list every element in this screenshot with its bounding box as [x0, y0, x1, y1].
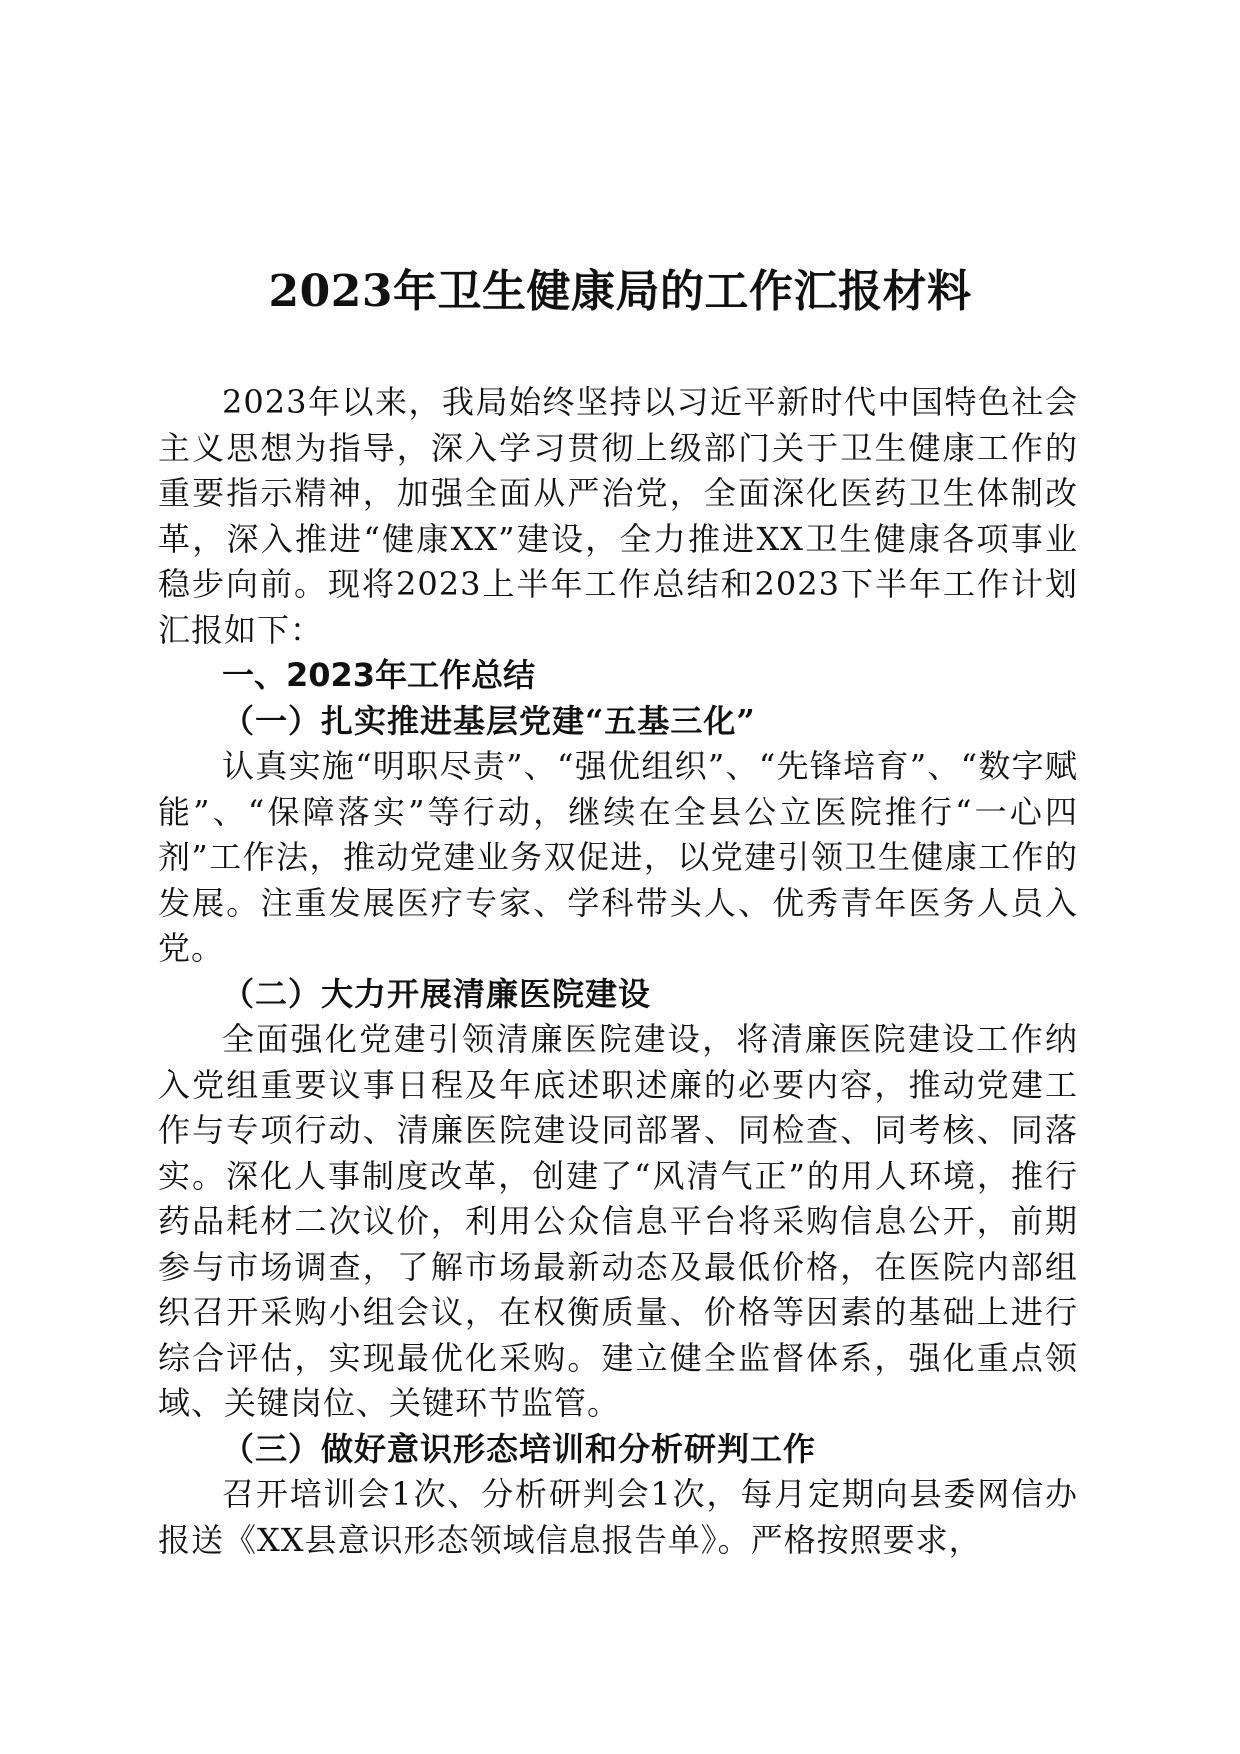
document-body: [158, 380, 1078, 1563]
document-title: 2023年卫生健康局的工作汇报材料: [268, 266, 972, 317]
clean-hospital-paragraph: 全面强化党建引领清廉医院建设，将清廉医院建设工作纳入党组重要议事日程及年底述职述廉的必要内容，推动党建工作与专项行动、清廉医院建设同部署、同检查、同考核、同落实。深化人事制度改革，创建了“风清气正”的用人环境，推行药品耗材二次议价，利用公众信息平台将采购信息公开，前期参与市场调查，了解市场最新动态及最低价格，在医院内部组织召开采购小组会议，在权衡质量、价格等因素的基础上进行综合评估，实现最优化采购。建立健全监督体系，强化重点领域、关键岗位、关键环节监管。: [158, 1020, 1078, 1422]
party-building-paragraph: 认真实施“明职尽责”、“强优组织”、“先锋培育”、“数字赋能”、“保障落实”等行动，继续在全县公立医院推行“一心四剂”工作法，推动党建业务双促进，以党建引领卫生健康工作的发展。注重发展医疗专家、学科带头人、优秀青年医务人员入党。: [158, 747, 1078, 967]
section-heading-summary: 一、2023年工作总结: [222, 656, 536, 694]
subsection-heading-clean-hospital: （二）大力开展清廉医院建设: [222, 974, 652, 1013]
subsection-heading-ideology: （三）做好意识形态培训和分析研判工作: [222, 1429, 817, 1468]
subsection-heading-party-building: （一）扎实推进基层党建“五基三化”: [222, 701, 756, 740]
intro-paragraph: 2023年以来，我局始终坚持以习近平新时代中国特色社会主义思想为指导，深入学习贯彻上级部门关于卫生健康工作的重要指示精神，加强全面从严治党，全面深化医药卫生体制改革，深入推进“健康XX”建设，全力推进XX卫生健康各项事业稳步向前。现将2023上半年工作总结和2023下半年工作计划汇报如下：: [158, 383, 1078, 649]
ideology-paragraph: 召开培训会1次、分析研判会1次，每月定期向县委网信办报送《XX县意识形态领域信息报告单》。严格按照要求，: [158, 1475, 1078, 1559]
